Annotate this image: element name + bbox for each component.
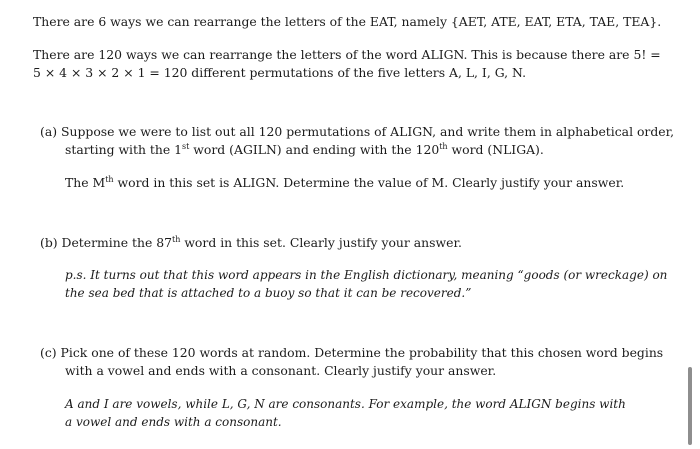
part-b-question-superscript: th [172, 235, 181, 244]
part-a-question-superscript: th [105, 175, 114, 184]
part-b-question [40, 234, 462, 252]
part-a-line-2-middle: word (AGILN) and ending with the 120 [189, 142, 440, 157]
part-a-line-1: (a) Suppose we were to list out all 120 permutations of ALIGN, and write them in alphabetical order, [40, 124, 675, 139]
part-c-line-1: (c) Pick one of these 120 words at random. Determine the probability that this chosen word begins [40, 345, 664, 360]
part-a-line-2-start: starting with the 1 [65, 142, 183, 157]
intro-eat-sentence: There are 6 ways we can rearrange the letters of the EAT, namely {AET, ATE, EAT, ETA, TAE, TEA}. [33, 14, 662, 29]
part-a-line-2-end: word (NLIGA). [447, 142, 544, 157]
part-a-last-superscript: th [439, 142, 448, 151]
part-a-question-end: word in this set is ALIGN. Determine the value of M. Clearly justify your answer. [113, 175, 625, 190]
part-b-note-line-1: p.s. It turns out that this word appears in the English dictionary, meaning “goods (or wreckage) on [65, 268, 668, 282]
part-a-line-2 [65, 141, 544, 159]
part-c-note-line-1: A and I are vowels, while L, G, N are consonants. For example, the word ALIGN begins with [65, 397, 626, 411]
part-b-question-end: word in this set. Clearly justify your answer. [180, 235, 462, 250]
part-b-question-start: (b) Determine the 87 [40, 235, 173, 250]
intro-factorial-sentence: 5 × 4 × 3 × 2 × 1 = 120 different permutations of the five letters A, L, I, G, N. [33, 65, 527, 80]
part-a-first-superscript: st [182, 142, 190, 151]
intro-align-sentence: There are 120 ways we can rearrange the letters of the word ALIGN. This is because there are 5! = [33, 47, 661, 62]
part-a-question [65, 174, 624, 192]
part-c-line-2: with a vowel and ends with a consonant. Clearly justify your answer. [65, 363, 497, 378]
part-a-question-start: The M [65, 175, 106, 190]
part-b-note-line-2: the sea bed that is attached to a buoy so that it can be recovered.” [65, 286, 472, 300]
vertical-scrollbar-thumb[interactable] [688, 367, 692, 445]
part-c-note-line-2: a vowel and ends with a consonant. [65, 415, 282, 429]
